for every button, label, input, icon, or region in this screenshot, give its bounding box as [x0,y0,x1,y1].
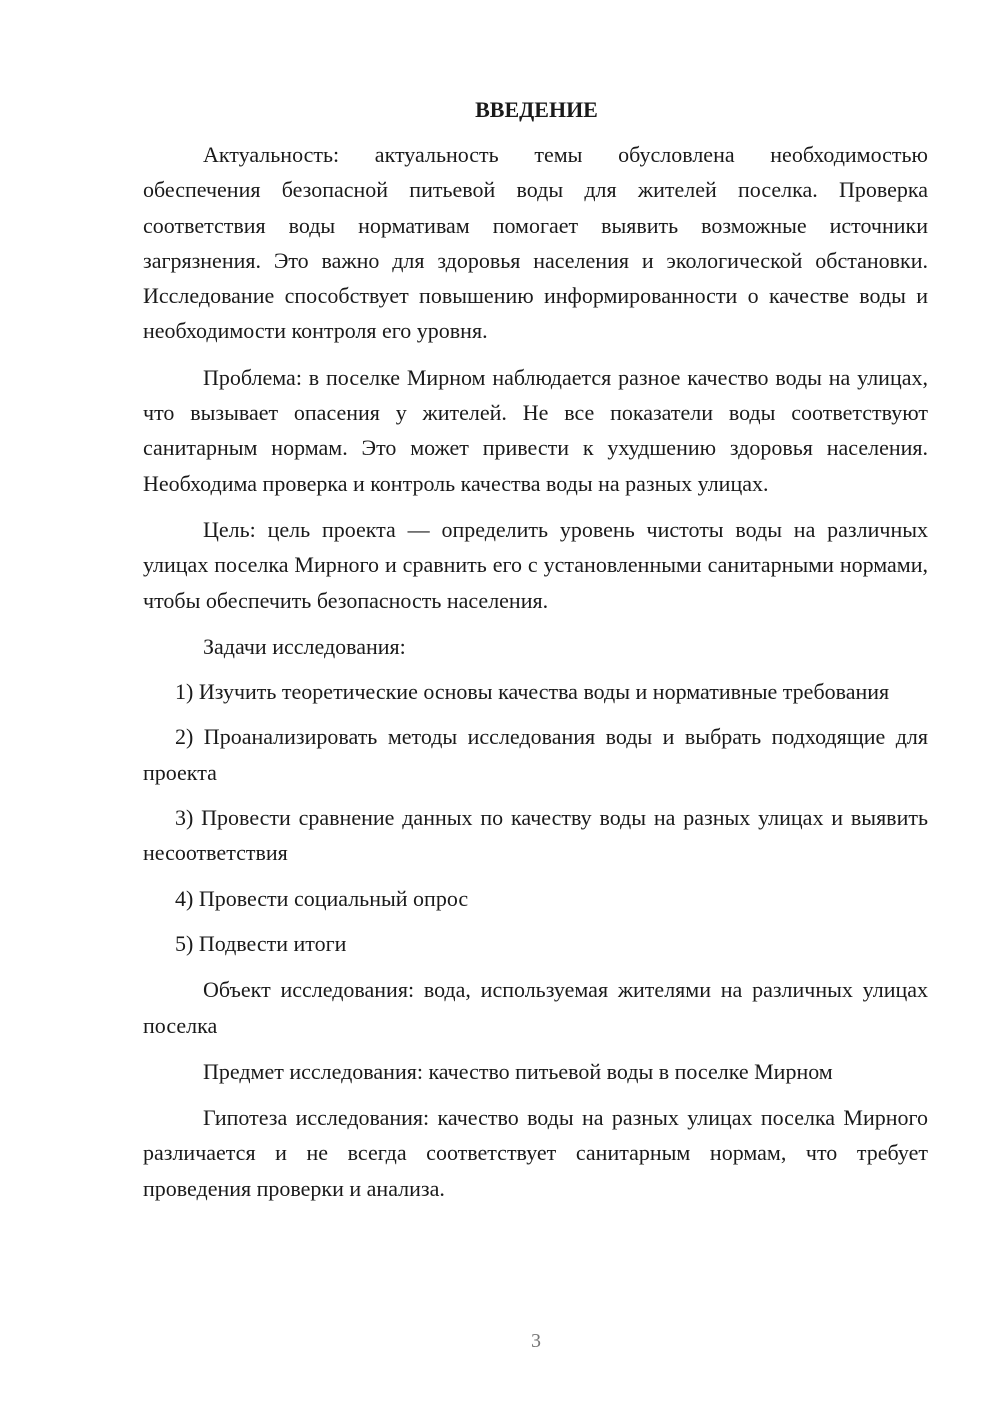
page-number: 3 [531,1330,541,1352]
relevance-paragraph: Актуальность: актуальность темы обусловлена необходимостью обеспечения безопасной питьевой воды для жителей поселка. Проверка соответствия воды нормативам помогает выявить возможные источники загрязнения. Это важно для здоровья населения и экологической обстановки. Исследование способствует повышению информированности о качестве воды и необходимости контроля его уровня. [143,142,928,344]
hypothesis-paragraph: Гипотеза исследования: качество воды на разных улицах поселка Мирного различается и не всегда соответствует санитарным нормам, что требует проведения проверки и анализа. [143,1105,928,1201]
list-item: 2) Проанализировать методы исследования воды и выбрать подходящие для проекта [143,724,928,785]
tasks-heading: Задачи исследования: [203,633,406,659]
section-title: ВВЕДЕНИЕ [475,97,598,122]
document-page [143,92,928,1206]
list-item: 4) Провести социальный опрос [175,885,469,911]
list-item: 5) Подвести итоги [175,930,347,956]
list-item: 3) Провести сравнение данных по качеству воды на разных улицах и выявить несоответствия [143,805,928,866]
object-paragraph: Объект исследования: вода, используемая жителями на различных улицах поселка [143,977,928,1038]
list-item: 1) Изучить теоретические основы качества воды и нормативные требования [175,679,890,705]
problem-paragraph: Проблема: в поселке Мирном наблюдается разное качество воды на улицах, что вызывает опасения у жителей. Не все показатели воды соответствуют санитарным нормам. Это может привести к ухудшению здоровья населения. Необходима проверка и контроль качества воды на разных улицах. [143,364,928,496]
goal-paragraph: Цель: цель проекта — определить уровень чистоты воды на различных улицах поселка Мирного и сравнить его с установленными санитарными нормами, чтобы обеспечить безопасность населения. [143,516,928,613]
subject-paragraph: Предмет исследования: качество питьевой воды в поселке Мирном [203,1058,833,1084]
tasks-list [143,674,928,961]
